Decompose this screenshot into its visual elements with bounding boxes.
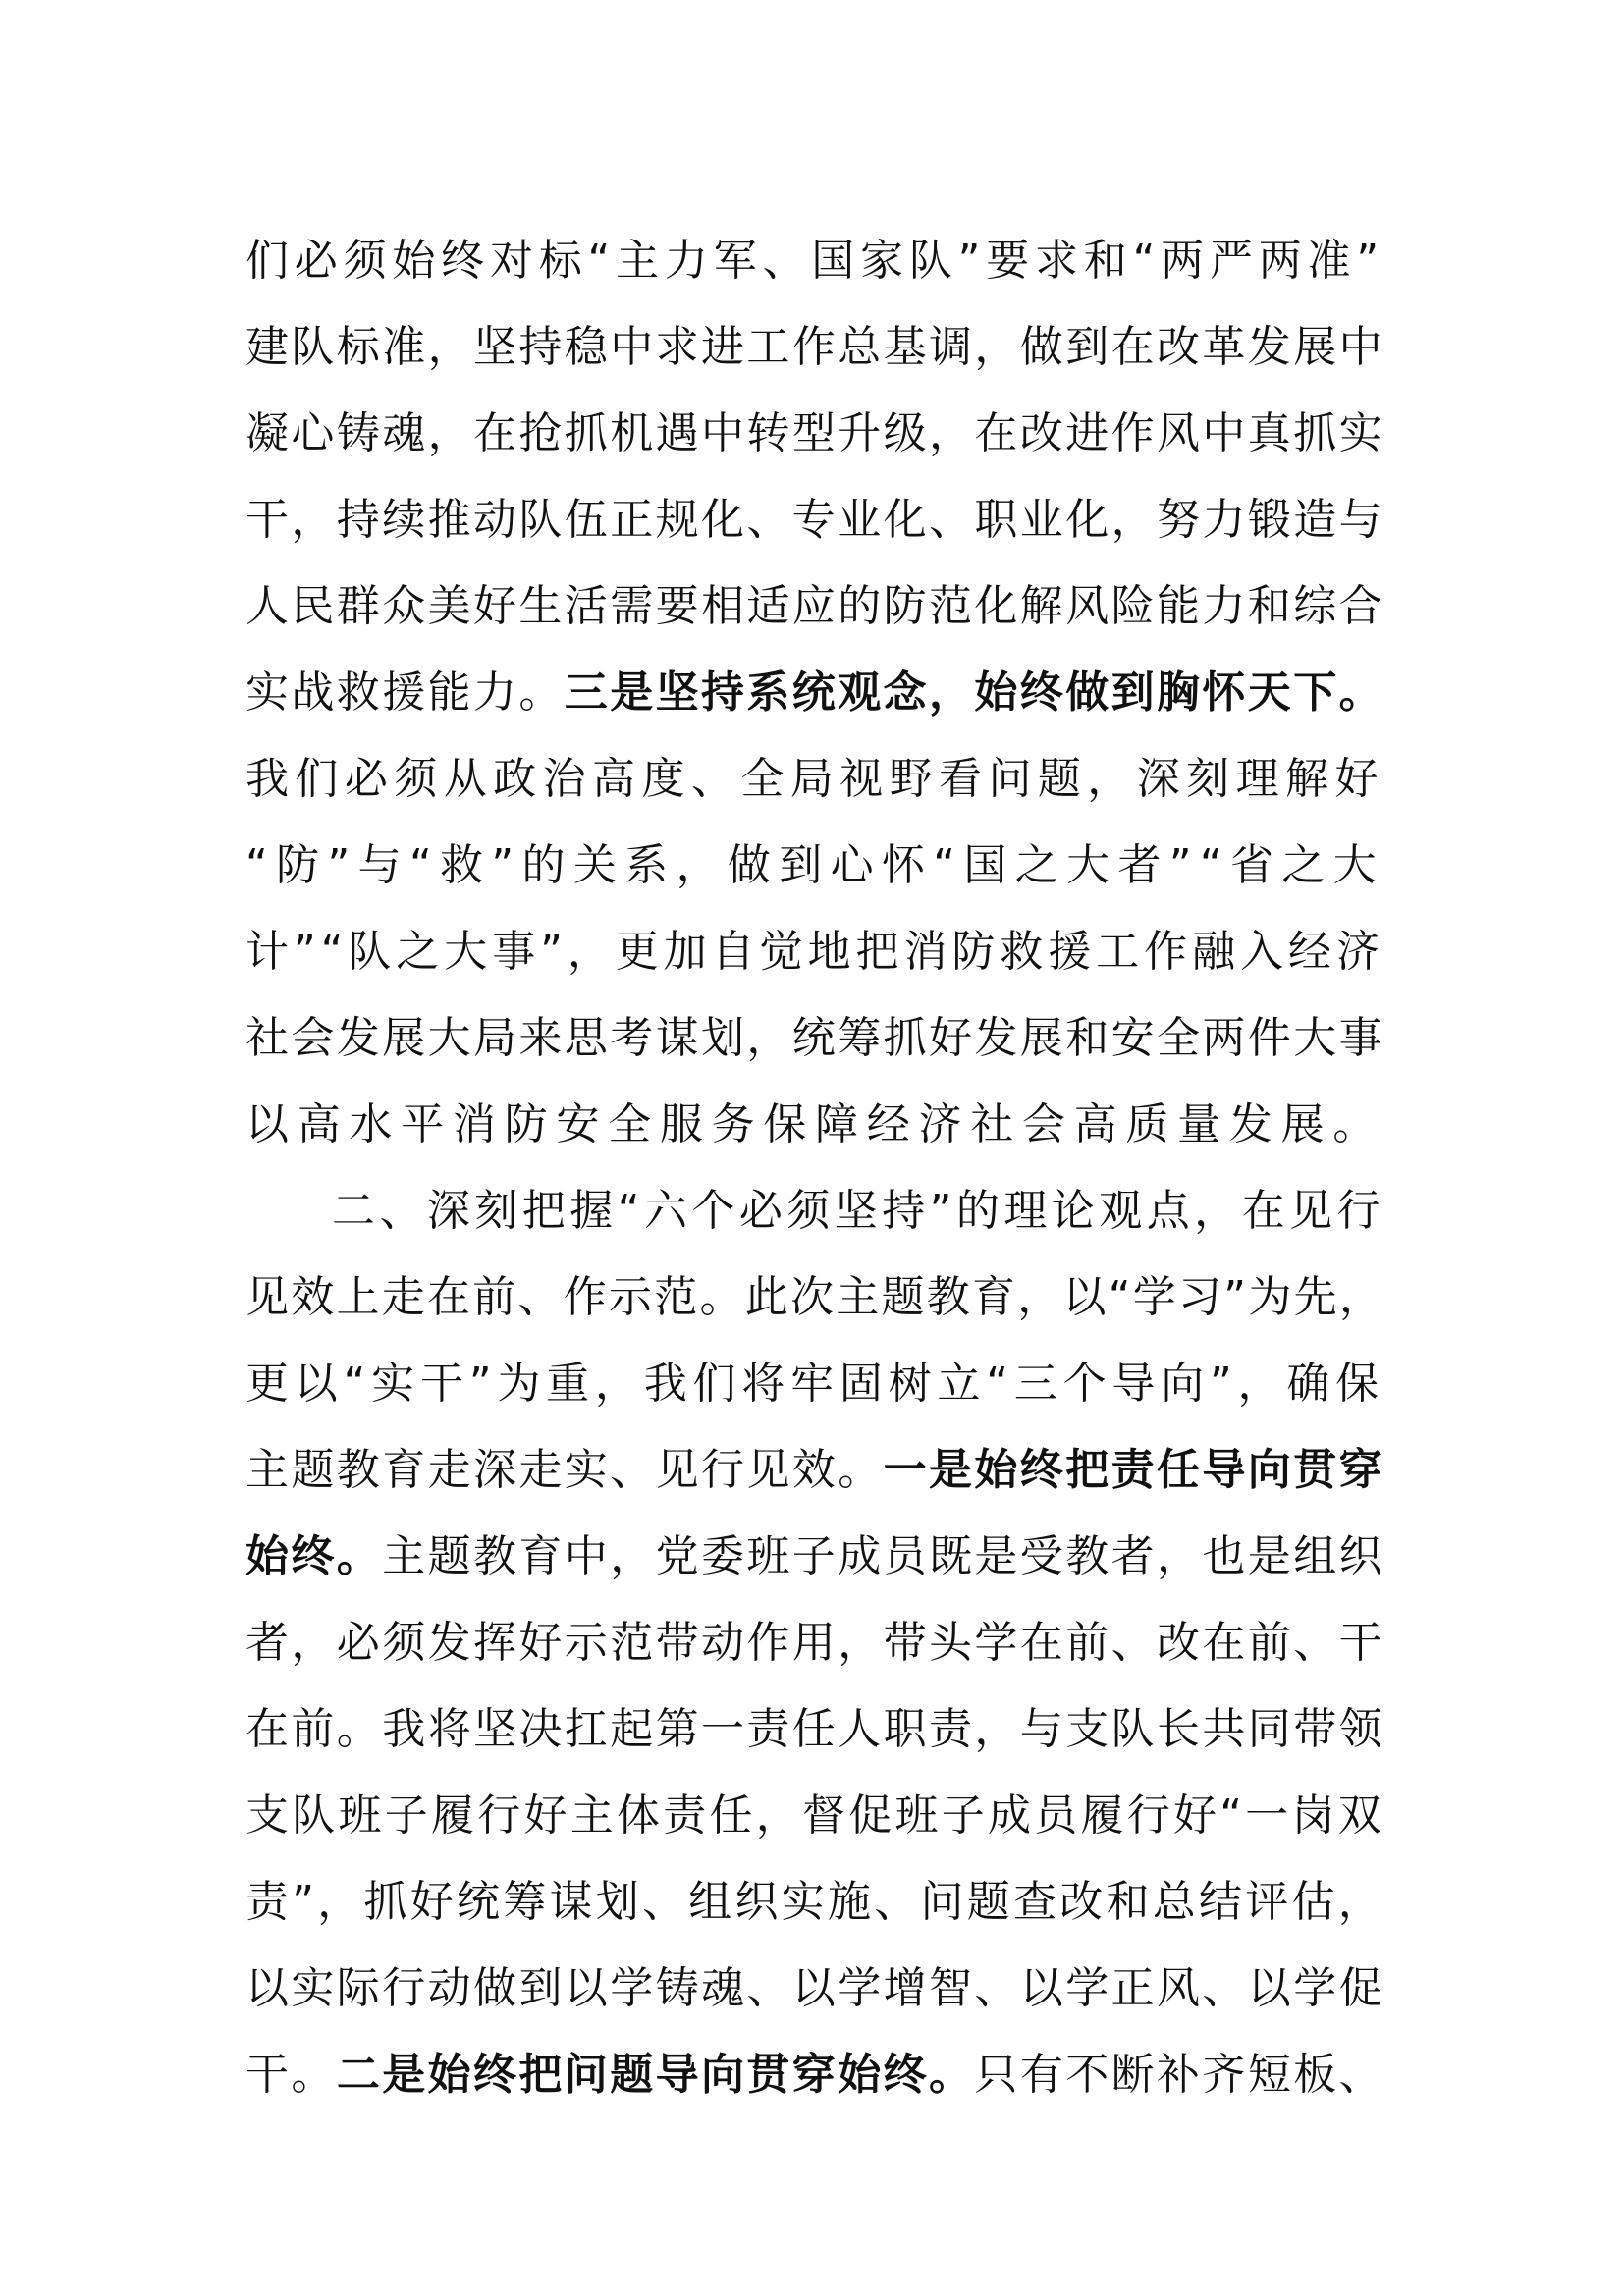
text-line [245,1255,1384,1341]
text-run: 计”“队之大事”，更加自觉地把消防救援工作融入经济 [245,927,1384,977]
text-line [245,2032,1384,2118]
text-run: 更以“实干”为重，我们将牢固树立“三个导向”，确保 [245,1359,1384,1409]
text-run: 实战救援能力。 [245,667,565,718]
text-line [245,391,1384,477]
text-line [245,1082,1384,1168]
bold-text-run: 一是始终把责任导向贯穿 [883,1445,1385,1495]
text-run: 以高水平消防安全服务保障经济社会高质量发展。 [245,1099,1385,1149]
text-run: 以实际行动做到以学铸魂、以学增智、以学正风、以学促 [245,1963,1384,2013]
text-run: 者，必须发挥好示范带动作用，带头学在前、改在前、干 [245,1618,1384,1668]
text-line [245,736,1384,823]
text-line [245,1427,1384,1514]
body-text [245,218,1384,2118]
text-run: 只有不断补齐短板、 [974,2050,1385,2100]
text-run: 干。 [245,2050,337,2100]
text-line [245,563,1384,650]
text-run: 凝心铸魂，在抢抓机遇中转型升级，在改进作风中真抓实 [245,408,1384,458]
text-run: 支队班子履行好主体责任，督促班子成员履行好“一岗双 [245,1790,1385,1841]
text-run: 主题教育中，党委班子成员既是受教者，也是组织 [382,1531,1385,1581]
text-line [245,1600,1384,1686]
bold-text-run: 始终。 [245,1531,383,1581]
text-line [245,1341,1384,1427]
text-line [245,650,1384,736]
text-run: “防”与“救”的关系，做到心怀“国之大者”“省之大 [245,840,1385,890]
text-line [245,304,1384,391]
text-line [245,1686,1384,1773]
text-run: 干，持续推动队伍正规化、专业化、职业化，努力锻造与 [245,495,1384,545]
text-run: 在前。我将坚决扛起第一责任人职责，与支队长共同带领 [245,1704,1384,1754]
text-line [245,477,1384,563]
text-run: 们必须始终对标“主力军、国家队”要求和“两严两准” [245,236,1384,286]
text-line [245,1514,1384,1600]
text-line [245,909,1384,995]
text-run: 主题教育走深走实、见行见效。 [245,1445,884,1495]
text-line [245,1946,1384,2032]
text-run: 二、深刻把握“六个必须坚持”的理论观点，在见行 [332,1186,1384,1236]
bold-text-run: 三是坚持系统观念，始终做到胸怀天下。 [564,667,1385,718]
text-run: 社会发展大局来思考谋划，统筹抓好发展和安全两件大事 [245,1013,1384,1063]
text-run: 人民群众美好生活需要相适应的防范化解风险能力和综合 [245,581,1384,631]
text-line [245,823,1384,909]
text-line [245,218,1384,304]
text-line [245,1773,1384,1859]
text-line [245,1168,1384,1255]
text-run: 见效上走在前、作示范。此次主题教育，以“学习”为先， [245,1272,1385,1322]
text-line [245,1859,1384,1946]
text-run: 我们必须从政治高度、全局视野看问题，深刻理解好 [245,754,1384,804]
text-run: 建队标准，坚持稳中求进工作总基调，做到在改革发展中 [245,322,1384,372]
bold-text-run: 二是始终把问题导向贯穿始终。 [336,2050,975,2100]
text-line [245,995,1384,1082]
text-run: 责”，抓好统筹谋划、组织实施、问题查改和总结评估， [245,1877,1385,1927]
